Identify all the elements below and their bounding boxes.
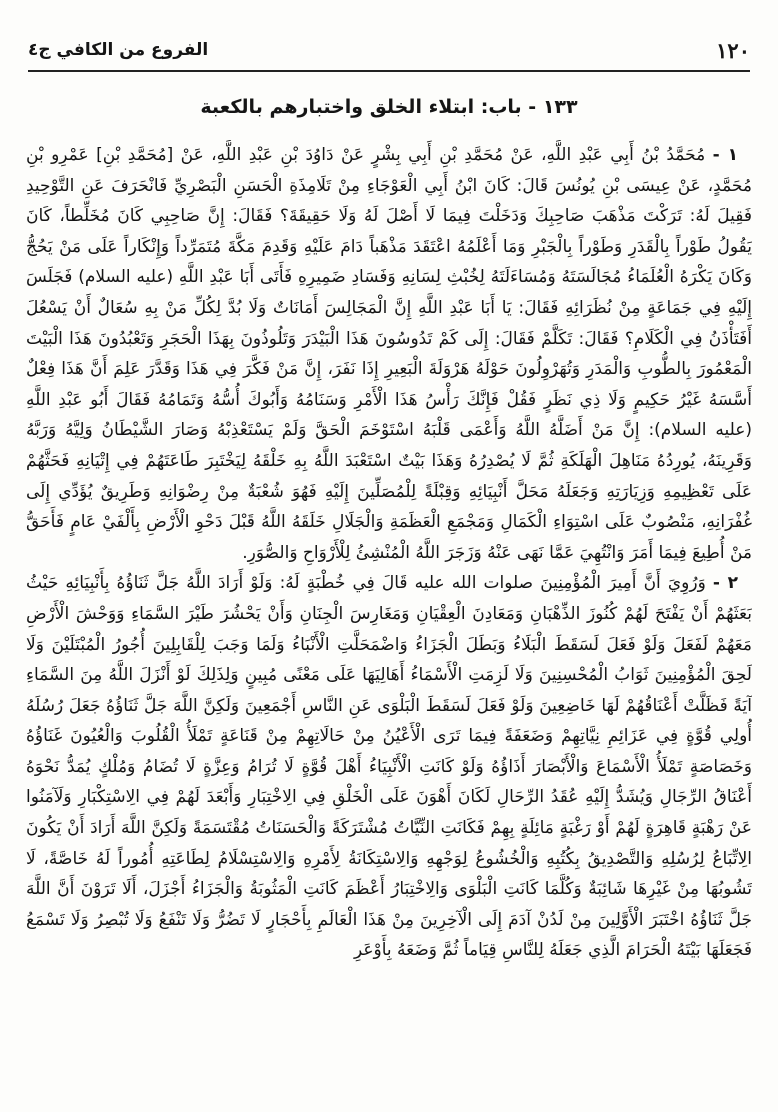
hadith-paragraph [26,568,752,966]
hadith-paragraph [26,140,752,568]
hadith-number: ٢ - [712,573,738,594]
header-rule [28,70,750,72]
running-title: الفروع من الكافي ج٤ [28,40,209,60]
hadith-text: وَرُوِيَ أَنَّ أَمِيرَ الْمُؤْمِنِينَ صلوات الله عليه قَالَ فِي خُطْبَةٍ لَهُ: وَلَوْ أَرَادَ اللَّهُ جَلَّ ثَنَاؤُهُ بِأَنْبِيَائِهِ حَيْثُ بَعَثَهُمْ أَنْ يَفْتَحَ لَهُمْ كُنُوزَ الذِّهْبَانِ وَمَعَادِنَ الْعِقْيَانِ وَمَغَارِسَ الْجِنَانِ وَأَنْ يَحْشُرَ طَيْرَ السَّمَاءِ وَوَحْشَ الْأَرْضِ مَعَهُمْ لَفَعَلَ وَلَوْ فَعَلَ لَسَقَطَ الْبَلَاءُ وَبَطَلَ الْجَزَاءُ وَاضْمَحَلَّتِ الْأَنْبَاءُ وَلَمَا وَجَبَ لِلْقَابِلِينَ أُجُورُ الْمُبْتَلَيْنَ وَلَا لَحِقَ الْمُؤْمِنِينَ ثَوَابُ الْمُحْسِنِينَ وَلَا لَزِمَتِ الْأَسْمَاءُ أَهَالِيَهَا عَلَى مَعْنًى مُبِينٍ وَلِذَلِكَ لَوْ أَنْزَلَ اللَّهُ مِنَ السَّمَاءِ آيَةً فَظَلَّتْ أَعْنَاقُهُمْ لَهَا خَاضِعِينَ وَلَوْ فَعَلَ لَسَقَطَ الْبَلْوَى عَنِ النَّاسِ أَجْمَعِينَ وَلَكِنَّ اللَّهَ جَلَّ ثَنَاؤُهُ جَعَلَ رُسُلَهُ أُولِي قُوَّةٍ فِي عَزَائِمِ نِيَّاتِهِمْ وَضَعَفَةً فِيمَا تَرَى الْأَعْيُنُ مِنْ حَالَاتِهِمْ مِنْ قَنَاعَةٍ تَمْلَأُ الْقُلُوبَ وَالْعُيُونَ غَنَاؤُهُ وَخَصَاصَةٍ تَمْلَأُ الْأَسْمَاعَ وَالْأَبْصَارَ أَذَاؤُهُ وَلَوْ كَانَتِ الْأَنْبِيَاءُ أَهْلَ قُوَّةٍ لَا تُرَامُ وَعِزَّةٍ لَا تُضَامُ وَمُلْكٍ يُمَدُّ نَحْوَهُ أَعْنَاقُ الرِّجَالِ وَيُشَدُّ إِلَيْهِ عُقَدُ الرِّحَالِ لَكَانَ أَهْوَنَ عَلَى الْخَلْقِ فِي الِاخْتِبَارِ وَأَبْعَدَ لَهُمْ فِي الِاسْتِكْبَارِ وَلَآمَنُوا عَنْ رَهْبَةٍ قَاهِرَةٍ لَهُمْ أَوْ رَغْبَةٍ مَائِلَةٍ بِهِمْ فَكَانَتِ النِّيَّاتُ مُشْتَرَكَةً وَالْحَسَنَاتُ مُقْتَسَمَةً وَلَكِنَّ اللَّهَ أَرَادَ أَنْ يَكُونَ الِاتِّبَاعُ لِرُسُلِهِ وَالتَّصْدِيقُ بِكُتُبِهِ وَالْخُشُوعُ لِوَجْهِهِ وَالِاسْتِكَانَةُ لِأَمْرِهِ وَالِاسْتِسْلَامُ لِطَاعَتِهِ أُمُوراً لَهُ خَاصَّةً، لَا تَشُوبُهَا مِنْ غَيْرِهَا شَائِبَةٌ وَكُلَّمَا كَانَتِ الْبَلْوَى وَالِاخْتِبَارُ أَعْظَمَ كَانَتِ الْمَثُوبَةُ وَالْجَزَاءُ أَجْزَلَ، أَلَا تَرَوْنَ أَنَّ اللَّهَ جَلَّ ثَنَاؤُهُ اخْتَبَرَ الْأَوَّلِينَ مِنْ لَدُنْ آدَمَ إِلَى الْآخِرِينَ مِنْ هَذَا الْعَالَمِ بِأَحْجَارٍ لَا تَضُرُّ وَلَا تَنْفَعُ وَلَا تُبْصِرُ وَلَا تَسْمَعُ فَجَعَلَهَا بَيْتَهُ الْحَرَامَ الَّذِي جَعَلَهُ لِلنَّاسِ قِيَاماً ثُمَّ وَضَعَهُ بِأَوْعَرِ [26,573,752,961]
chapter-title: ١٣٣ - باب: ابتلاء الخلق واختبارهم بالكعبة [200,96,578,118]
page-number: ١٢٠ [716,37,750,63]
hadith-number: ١ - [712,145,738,165]
hadith-text: مُحَمَّدُ بْنُ أَبِي عَبْدِ اللَّهِ، عَنْ مُحَمَّدِ بْنِ أَبِي بِشْرٍ عَنْ دَاوُدَ بْنِ عَبْدِ اللَّهِ، عَنْ [مُحَمَّدِ بْنِ] عَمْرِو بْنِ مُحَمَّدٍ، عَنْ عِيسَى بْنِ يُونُسَ قَالَ: كَانَ ابْنُ أَبِي الْعَوْجَاءِ مِنْ تَلَامِذَةِ الْحَسَنِ الْبَصْرِيِّ فَانْحَرَفَ عَنِ التَّوْحِيدِ فَقِيلَ لَهُ: تَرَكْتَ مَذْهَبَ صَاحِبِكَ وَدَخَلْتَ فِيمَا لَا أَصْلَ لَهُ وَلَا حَقِيقَةَ؟ فَقَالَ: إِنَّ صَاحِبِي كَانَ مُخَلِّطاً، كَانَ يَقُولُ طَوْراً بِالْقَدَرِ وَطَوْراً بِالْجَبْرِ وَمَا أَعْلَمُهُ اعْتَقَدَ مَذْهَباً دَامَ عَلَيْهِ وَقَدِمَ مَكَّةَ مُتَمَرِّداً وَإِنْكَاراً عَلَى مَنْ يَحُجُّ وَكَانَ يَكْرَهُ الْعُلَمَاءُ مُجَالَسَتَهُ وَمُسَاءَلَتَهُ لِخُبْثِ لِسَانِهِ وَفَسَادِ ضَمِيرِهِ فَأَتَى أَبَا عَبْدِ اللَّهِ (عليه السلام) فَجَلَسَ إِلَيْهِ فِي جَمَاعَةٍ مِنْ نُظَرَائِهِ فَقَالَ: يَا أَبَا عَبْدِ اللَّهِ إِنَّ الْمَجَالِسَ أَمَانَاتٌ وَلَا بُدَّ لِكُلِّ مَنْ بِهِ سُعَالٌ أَنْ يَسْعُلَ أَفَتَأْذَنُ فِي الْكَلَامِ؟ فَقَالَ: تَكَلَّمْ فَقَالَ: إِلَى كَمْ تَدُوسُونَ هَذَا الْبَيْدَرَ وَتَلُوذُونَ بِهَذَا الْحَجَرِ وَتَعْبُدُونَ هَذَا الْبَيْتَ الْمَعْمُورَ بِالطُّوبِ وَالْمَدَرِ وَتُهَرْوِلُونَ حَوْلَهُ هَرْوَلَةَ الْبَعِيرِ إِذَا نَفَرَ، إِنَّ مَنْ فَكَّرَ فِي هَذَا وَقَدَّرَ عَلِمَ أَنَّ هَذَا فِعْلٌ أَسَّسَهُ غَيْرُ حَكِيمٍ وَلَا ذِي نَظَرٍ فَقُلْ فَإِنَّكَ رَأْسُ هَذَا الْأَمْرِ وَسَنَامُهُ وَأَبُوكَ أُسُّهُ وَتَمَامُهُ فَقَالَ أَبُو عَبْدِ اللَّهِ (عليه السلام): إِنَّ مَنْ أَضَلَّهُ اللَّهُ وَأَعْمَى قَلْبَهُ اسْتَوْخَمَ الْحَقَّ وَلَمْ يَسْتَعْذِبْهُ وَصَارَ الشَّيْطَانُ وَلِيَّهُ وَرَبَّهُ وَقَرِينَهُ، يُورِدُهُ مَنَاهِلَ الْهَلَكَةِ ثُمَّ لَا يُصْدِرُهُ وَهَذَا بَيْتٌ اسْتَعْبَدَ اللَّهُ بِهِ خَلْقَهُ لِيَخْتَبِرَ طَاعَتَهُمْ فِي إِتْيَانِهِ فَحَثَّهُمْ عَلَى تَعْظِيمِهِ وَزِيَارَتِهِ وَجَعَلَهُ مَحَلَّ أَنْبِيَائِهِ وَقِبْلَةً لِلْمُصَلِّينَ إِلَيْهِ فَهُوَ شُعْبَةٌ مِنْ رِضْوَانِهِ وَطَرِيقٌ يُؤَدِّي إِلَى غُفْرَانِهِ، مَنْصُوبٌ عَلَى اسْتِوَاءِ الْكَمَالِ وَمَجْمَعِ الْعَظَمَةِ وَالْجَلَالِ خَلَقَهُ اللَّهُ قَبْلَ دَحْوِ الْأَرْضِ بِأَلْفَيْ عَامٍ فَأَحَقُّ مَنْ أُطِيعَ فِيمَا أَمَرَ وَانْتُهِيَ عَمَّا نَهَى عَنْهُ وَزَجَرَ اللَّهُ الْمُنْشِئُ لِلْأَرْوَاحِ وَالصُّوَرِ. [26,145,752,563]
page-header [28,34,750,66]
body-text [26,140,752,1090]
